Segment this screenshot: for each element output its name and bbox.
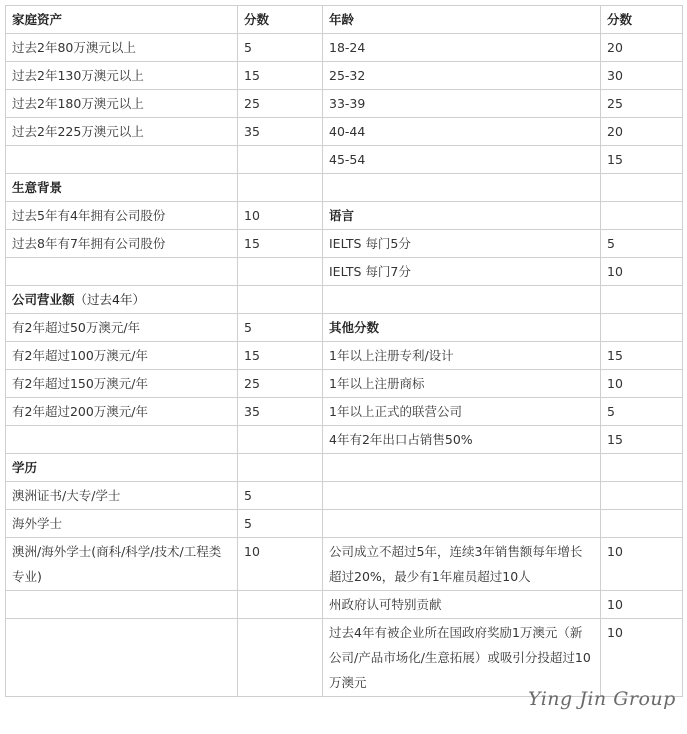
cell-label: 4年有2年出口占销售50% (323, 426, 601, 454)
cell-label: 澳洲/海外学士(商科/科学/技术/工程类专业) (6, 538, 238, 591)
cell-score: 15 (238, 62, 323, 90)
cell-label: 公司成立不超过5年，连续3年销售额每年增长超过20%，最少有1年雇员超过10人 (323, 538, 601, 591)
cell-empty (6, 591, 238, 619)
cell-empty (323, 454, 601, 482)
cell-empty (601, 202, 683, 230)
cell-label: 有2年超过100万澳元/年 (6, 342, 238, 370)
company-turnover-header (6, 286, 238, 314)
table-row (6, 174, 683, 202)
cell-empty (238, 591, 323, 619)
cell-label: 18-24 (323, 34, 601, 62)
cell-score: 5 (601, 230, 683, 258)
cell-score: 20 (601, 34, 683, 62)
cell-label: IELTS 每门7分 (323, 258, 601, 286)
table-row (6, 370, 683, 398)
cell-label: 1年以上正式的联营公司 (323, 398, 601, 426)
education-header: 学历 (6, 454, 238, 482)
cell-empty (601, 314, 683, 342)
cell-label: 过去8年有7年拥有公司股份 (6, 230, 238, 258)
cell-score: 10 (601, 370, 683, 398)
cell-score: 15 (238, 230, 323, 258)
cell-empty (6, 426, 238, 454)
table-row (6, 591, 683, 619)
table-row (6, 538, 683, 591)
table-row (6, 146, 683, 174)
cell-label: 有2年超过50万澳元/年 (6, 314, 238, 342)
cell-empty (601, 286, 683, 314)
table-row (6, 34, 683, 62)
table-row (6, 62, 683, 90)
table-row (6, 426, 683, 454)
table-row (6, 230, 683, 258)
cell-empty (323, 482, 601, 510)
cell-empty (238, 258, 323, 286)
cell-label: 45-54 (323, 146, 601, 174)
table-row (6, 398, 683, 426)
cell-score: 35 (238, 118, 323, 146)
table-row (6, 118, 683, 146)
cell-label: 过去2年180万澳元以上 (6, 90, 238, 118)
cell-empty (6, 258, 238, 286)
cell-score: 10 (601, 591, 683, 619)
cell-label: 过去2年225万澳元以上 (6, 118, 238, 146)
cell-empty (601, 454, 683, 482)
cell-score: 15 (601, 146, 683, 174)
cell-label: 1年以上注册商标 (323, 370, 601, 398)
table-row (6, 90, 683, 118)
company-turnover-title: 公司营业额 (12, 292, 75, 307)
cell-score: 15 (238, 342, 323, 370)
cell-empty (601, 482, 683, 510)
cell-empty (238, 286, 323, 314)
cell-score: 20 (601, 118, 683, 146)
cell-empty (238, 146, 323, 174)
cell-label: 过去4年有被企业所在国政府奖励1万澳元（新公司/产品市场化/生意拓展）或吸引分投超过10万澳元 (323, 619, 601, 697)
table-row (6, 619, 683, 697)
table-row (6, 510, 683, 538)
cell-score: 5 (238, 510, 323, 538)
cell-score: 10 (601, 619, 683, 697)
cell-score: 15 (601, 342, 683, 370)
points-table (5, 5, 683, 697)
table-row (6, 202, 683, 230)
cell-empty (238, 454, 323, 482)
cell-score: 25 (601, 90, 683, 118)
table-row (6, 454, 683, 482)
family-assets-header: 家庭资产 (6, 6, 238, 34)
table-row (6, 286, 683, 314)
cell-score: 10 (601, 538, 683, 591)
cell-label: 40-44 (323, 118, 601, 146)
cell-score: 25 (238, 90, 323, 118)
table-row (6, 258, 683, 286)
cell-empty (323, 174, 601, 202)
company-turnover-note: （过去4年） (74, 292, 145, 307)
cell-score: 35 (238, 398, 323, 426)
cell-empty (6, 146, 238, 174)
cell-label: 25-32 (323, 62, 601, 90)
cell-score: 10 (601, 258, 683, 286)
cell-score: 5 (601, 398, 683, 426)
table-row (6, 482, 683, 510)
age-header: 年龄 (323, 6, 601, 34)
cell-label: 有2年超过200万澳元/年 (6, 398, 238, 426)
watermark-logo: Ying Jin Group (528, 688, 676, 710)
table-row (6, 314, 683, 342)
cell-label: 过去2年130万澳元以上 (6, 62, 238, 90)
cell-empty (238, 426, 323, 454)
cell-label: 州政府认可特别贡献 (323, 591, 601, 619)
cell-empty (238, 619, 323, 697)
cell-score: 5 (238, 34, 323, 62)
cell-label: 过去5年有4年拥有公司股份 (6, 202, 238, 230)
cell-label: 海外学士 (6, 510, 238, 538)
score-header: 分数 (238, 6, 323, 34)
business-background-header: 生意背景 (6, 174, 238, 202)
cell-score: 5 (238, 314, 323, 342)
cell-empty (601, 510, 683, 538)
cell-empty (6, 619, 238, 697)
cell-empty (601, 174, 683, 202)
cell-label: 过去2年80万澳元以上 (6, 34, 238, 62)
other-points-header: 其他分数 (323, 314, 601, 342)
cell-score: 15 (601, 426, 683, 454)
cell-score: 30 (601, 62, 683, 90)
cell-label: 1年以上注册专利/设计 (323, 342, 601, 370)
cell-label: IELTS 每门5分 (323, 230, 601, 258)
cell-label: 33-39 (323, 90, 601, 118)
cell-score: 10 (238, 538, 323, 591)
table-row (6, 342, 683, 370)
cell-empty (323, 510, 601, 538)
cell-empty (238, 174, 323, 202)
table-row (6, 6, 683, 34)
cell-empty (323, 286, 601, 314)
cell-label: 有2年超过150万澳元/年 (6, 370, 238, 398)
language-header: 语言 (323, 202, 601, 230)
age-score-header: 分数 (601, 6, 683, 34)
cell-score: 5 (238, 482, 323, 510)
cell-score: 25 (238, 370, 323, 398)
cell-label: 澳洲证书/大专/学士 (6, 482, 238, 510)
cell-score: 10 (238, 202, 323, 230)
